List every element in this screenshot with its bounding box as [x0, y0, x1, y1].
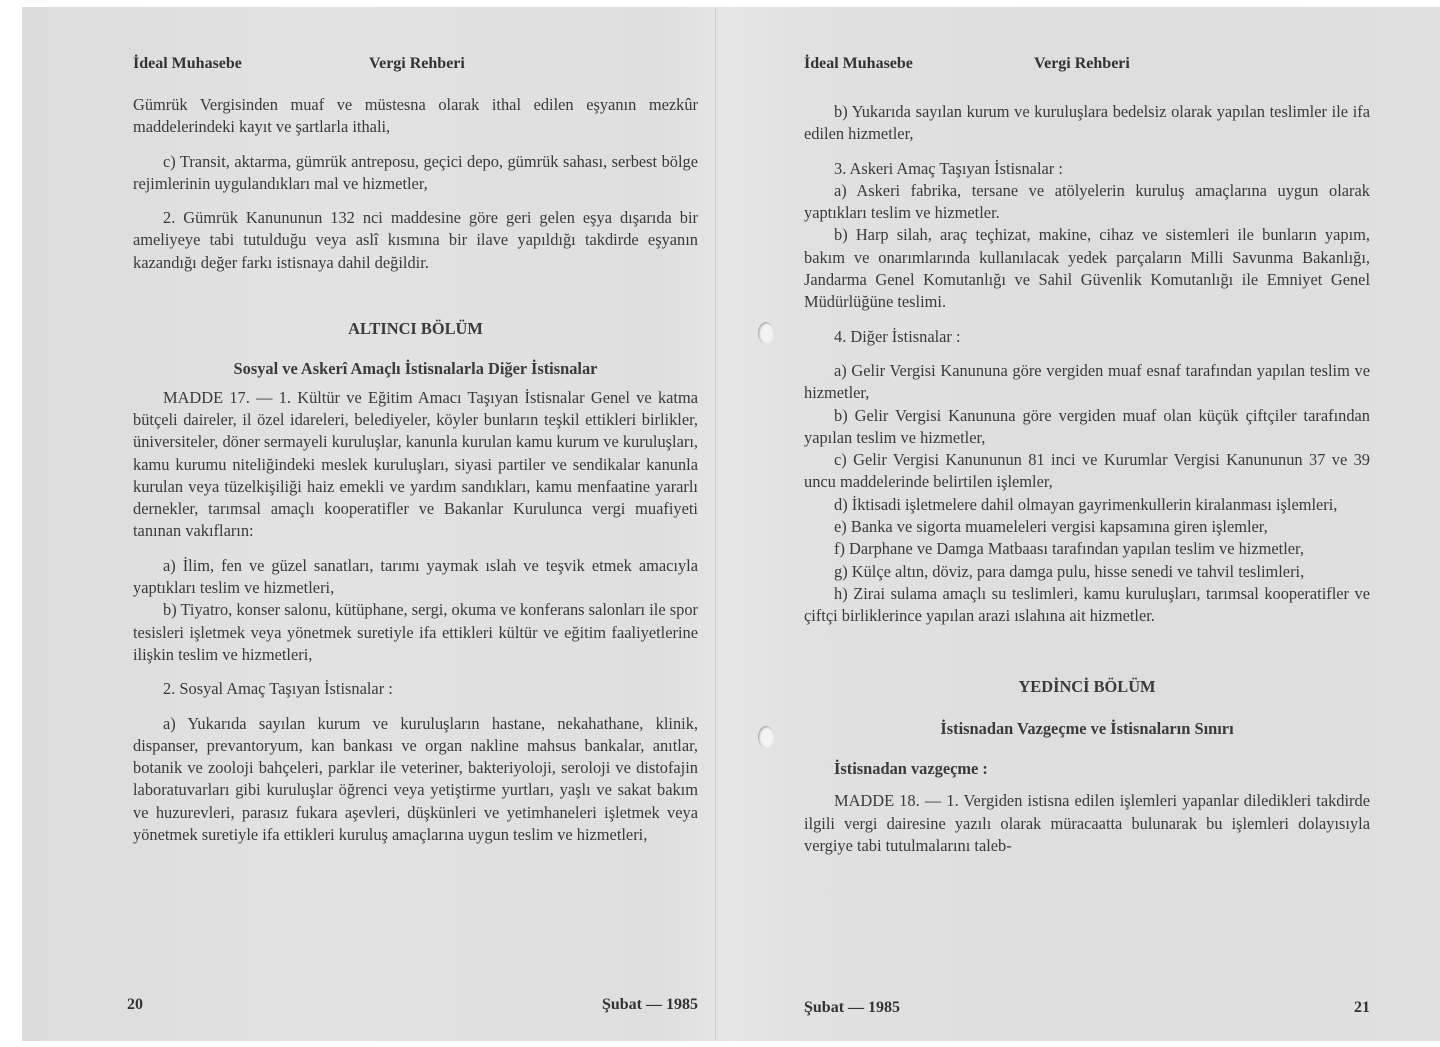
page-body	[133, 94, 698, 846]
page-gutter-divider	[715, 7, 716, 1041]
list-item: d) İktisadi işletmelere dahil olmayan gayrimenkullerin kiralanması işlemleri,	[834, 494, 1338, 514]
list-item: g) Külçe altın, döviz, para damga pulu, hisse senedi ve tahvil teslimleri,	[834, 561, 1305, 581]
list-item: c) Gelir Vergisi Kanununun 81 inci ve Kurumlar Vergisi Kanununun 37 ve 39 uncu maddelerinde belirtilen işlemler,	[804, 450, 1370, 492]
chapter-subtitle: Sosyal ve Askerî Amaçlı İstisnalarla Diğer İstisnalar	[233, 359, 598, 379]
paragraph: 2. Gümrük Kanununun 132 nci maddesine göre geri gelen eşya dışarıda bir ameliyeye tabi tutulduğu veya aslî kısmına bir ilave yapıldığı takdirde eşyanın kazandığı değer farkı istisnaya dahil değildir.	[133, 208, 698, 272]
section-title: Vergi Rehberi	[1034, 55, 1130, 72]
list-item: b) Harp silah, araç teçhizat, makine, cihaz ve sistemleri ile bunların yapım, bakım ve onarımlarında kullanılacak yedek parçaların Milli Savunma Bakanlığı, Jandarma Genel Komutanlığı ve Sahil Güvenlik Komutanlığı ile Emniyet Genel Müdürlüğüne teslimi.	[804, 225, 1370, 312]
section-title: Vergi Rehberi	[369, 55, 465, 72]
article-paragraph: MADDE 17. — 1. Kültür ve Eğitim Amacı Taşıyan İstisnalar Genel ve katma bütçeli daireler, il özel idareleri, belediyeler, köyler bunların teşkil ettikleri birlikler, üniversiteler, döner sermayeli kuruluşlar, kanunla kurulan kamu kurum ve kuruluşları, kamu kurumu niteliğindeki meslek kuruluşları, siyasi partiler ve sendikalar kanunla kurulan veya tüzelkişiliği haiz emekli ve yardım sandıkları, kamu menfaatine yararlı dernekler, tarımsal amaçlı kooperatifler ve Bakanlar Kurulunca vergi muafiyeti tanınan vakıfların:	[133, 387, 698, 541]
list-item: b) Tiyatro, konser salonu, kütüphane, sergi, okuma ve konferans salonları ile spor tesisleri işletmek veya yönetmek suretiyle ifa ettikleri kültür ve eğitim faaliyetlerine ilişkin teslim ve hizmetleri,	[133, 600, 698, 664]
binding-hole-mark	[758, 726, 774, 748]
list-item: a) Askeri fabrika, tersane ve atölyelerin kuruluş amaçlarına uygun olarak yaptıkları teslim ve hizmetler.	[804, 180, 1370, 223]
article-paragraph: MADDE 18. — 1. Vergiden istisna edilen işlemleri yapanlar diledikleri takdirde ilgili vergi dairesine yazılı olarak müracaatta bulunarak bu işlemleri dolayısıyla vergiye tabi tutulmalarını taleb-	[804, 791, 1370, 856]
article-heading: İstisnadan vazgeçme :	[834, 759, 988, 779]
subsection-heading: 2. Sosyal Amaç Taşıyan İstisnalar :	[163, 679, 393, 699]
list-item: h) Zirai sulama amaçlı su teslimleri, kamu kuruluşları, tarımsal kooperatifler ve çiftçi birliklerince yapılan arazi ıslahına ait hizmetler.	[804, 583, 1370, 626]
issue-date: Şubat — 1985	[804, 999, 901, 1016]
publication-title: İdeal Muhasebe	[804, 55, 913, 72]
list-item: a) Gelir Vergisi Kanununa göre vergiden muaf esnaf tarafından yapılan teslim ve hizmetler,	[804, 360, 1370, 403]
chapter-heading: YEDİNCİ BÖLÜM	[1018, 676, 1156, 696]
left-page	[127, 0, 698, 1047]
page-body	[804, 101, 1370, 857]
page-number: 20	[127, 996, 143, 1013]
paragraph: Gümrük Vergisinden muaf ve müstesna olarak ithal edilen eşyanın mezkûr maddelerindeki kayıt ve şartlarla ithali,	[133, 95, 698, 137]
chapter-heading: ALTINCI BÖLÜM	[348, 319, 483, 339]
issue-date: Şubat — 1985	[601, 996, 698, 1013]
subsection-heading: 3. Askeri Amaç Taşıyan İstisnalar :	[834, 158, 1063, 178]
right-page	[804, 0, 1370, 1047]
list-item: b) Yukarıda sayılan kurum ve kuruluşlara bedelsiz olarak yapılan teslimler ile ifa edilen hizmetler,	[804, 102, 1370, 144]
list-item: f) Darphane ve Damga Matbaası tarafından yapılan teslim ve hizmetler,	[834, 539, 1304, 559]
page-number: 21	[1354, 999, 1370, 1016]
chapter-subtitle: İstisnadan Vazgeçme ve İstisnaların Sınırı	[940, 718, 1234, 738]
list-item: a) İlim, fen ve güzel sanatları, tarımı yaymak ıslah ve teşvik etmek amacıyla yaptıkları teslim ve hizmetleri,	[133, 555, 698, 598]
list-item: b) Gelir Vergisi Kanununa göre vergiden muaf olan küçük çiftçiler tarafından yapılan teslim ve hizmetler,	[804, 405, 1370, 447]
list-item: a) Yukarıda sayılan kurum ve kuruluşların hastane, nekahathane, klinik, dispanser, prevantoryum, kan bankası ve organ nakline mahsus bankalar, anıtlar, botanik ve zooloji bahçeleri, parklar ile veteriner, bakteriyoloji, seroloji ve distofajin laboratuvarları gibi kuruluşlar öğrenci veya yetiştirme yurtları, yaşlı ve sakat bakım ve huzurevleri, parasız fukara aşevleri, düşkünleri ve yetimhaneleri işletmek veya yönetmek suretiyle ifa ettikleri kuruluş amaçlarına uygun teslim ve hizmetleri,	[133, 713, 698, 845]
list-item: e) Banka ve sigorta muameleleri vergisi kapsamına giren işlemler,	[834, 517, 1268, 537]
subsection-heading: 4. Diğer İstisnalar :	[834, 326, 961, 346]
publication-title: İdeal Muhasebe	[133, 55, 242, 72]
binding-hole-mark	[758, 322, 774, 344]
paragraph: c) Transit, aktarma, gümrük antreposu, geçici depo, gümrük sahası, serbest bölge rejimlerinin uygulandıkları mal ve hizmetler,	[133, 151, 698, 193]
